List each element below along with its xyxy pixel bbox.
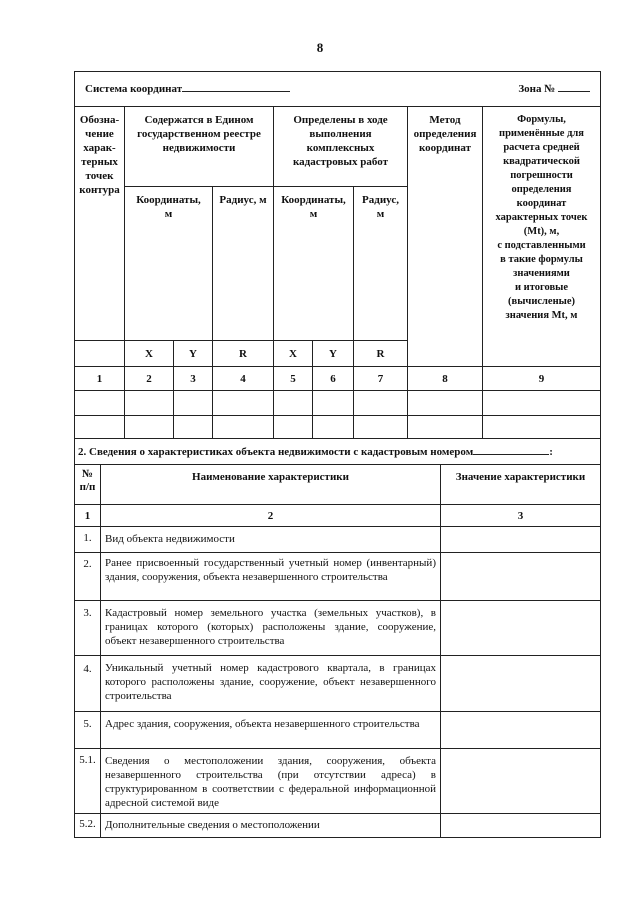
data-cell[interactable] (483, 416, 601, 439)
data-cell[interactable] (213, 391, 274, 416)
row-number: 4. (75, 656, 101, 712)
data-cell[interactable] (313, 391, 354, 416)
data-cell[interactable] (274, 391, 313, 416)
col-num-3: 3 (174, 367, 213, 391)
data-cell[interactable] (174, 416, 213, 439)
page-number: 8 (316, 40, 324, 55)
coord-data-row (75, 416, 601, 439)
row-name: Вид объекта недвижимости (101, 527, 441, 553)
data-cell[interactable] (408, 416, 483, 439)
table-row (75, 527, 601, 553)
col-num-2: 2 (125, 367, 174, 391)
sec2-col-num-3: 3 (441, 505, 601, 527)
col-name-header: Наименование характеристики (101, 465, 441, 505)
data-cell[interactable] (75, 416, 125, 439)
zone-field[interactable] (558, 91, 590, 92)
col-determined-header: Определены в ходе выполнения комплексных кадастровых работ (274, 107, 408, 187)
table-row (75, 601, 601, 656)
row-number: 1. (75, 527, 101, 553)
row-value-cell[interactable] (441, 749, 601, 814)
row-value-cell[interactable] (441, 601, 601, 656)
col-designation-header: Обозна- чение харак- терных точек контура (75, 107, 125, 341)
row-name: Уникальный учетный номер кадастрового квартала, в границах которого расположены здание, сооружение, объект незавершенного строительства (101, 656, 441, 712)
data-cell[interactable] (125, 391, 174, 416)
axis-x-label-2: X (274, 341, 313, 367)
data-cell[interactable] (274, 416, 313, 439)
axis-y-label: Y (174, 341, 213, 367)
axis-x-label: X (125, 341, 174, 367)
sub-radius-header-2: Радиус, м (354, 187, 408, 341)
section2-title-end: : (549, 445, 553, 458)
col-formulas-header: Формулы, применённые для расчета средней квадратической погрешности определения координат характерных точек (Mt), м, с подставленными в такие формулы значениями и итоговые (вычисленые) значения Mt, м (483, 107, 601, 367)
col-num-header: № п/п (75, 465, 101, 505)
table-row (75, 656, 601, 712)
coord-system-row (75, 72, 601, 107)
col-num-7: 7 (354, 367, 408, 391)
data-cell[interactable] (213, 416, 274, 439)
data-cell[interactable] (75, 391, 125, 416)
axis-r-label: R (213, 341, 274, 367)
row-number: 5.1. (75, 749, 101, 814)
row-name: Сведения о местоположении здания, сооружения, объекта незавершенного строительства (при отсутствии адреса) в структурированном в соответствии с федеральной информационной адресной системой виде (101, 749, 441, 814)
data-cell[interactable] (354, 416, 408, 439)
cadastral-number-field[interactable] (473, 454, 549, 455)
table-row (75, 712, 601, 749)
axis-y-label-2: Y (313, 341, 354, 367)
sub-radius-header: Радиус, м (213, 187, 274, 341)
sub-coords-header-2: Координаты, м (274, 187, 354, 341)
section2-title: 2. Сведения о характеристиках объекта недвижимости с кадастровым номером (78, 445, 474, 458)
sec2-col-num-2: 2 (101, 505, 441, 527)
col-num-9: 9 (483, 367, 601, 391)
row-name: Дополнительные сведения о местоположении (101, 814, 441, 838)
col-num-4: 4 (213, 367, 274, 391)
row-name: Ранее присвоенный государственный учетный номер (инвентарный) здания, сооружения, объекта незавершенного строительства (101, 553, 441, 601)
col-num-5: 5 (274, 367, 313, 391)
col-num-8: 8 (408, 367, 483, 391)
col-num-1: 1 (75, 367, 125, 391)
row-value-cell[interactable] (441, 814, 601, 838)
coord-system-field[interactable] (182, 91, 290, 92)
row-value-cell[interactable] (441, 527, 601, 553)
data-cell[interactable] (125, 416, 174, 439)
section2-title-row (75, 439, 601, 465)
zone-label: Зона № (518, 83, 556, 95)
row-number: 5.2. (75, 814, 101, 838)
data-cell[interactable] (313, 416, 354, 439)
col-num-6: 6 (313, 367, 354, 391)
axis-r-label-2: R (354, 341, 408, 367)
data-cell[interactable] (483, 391, 601, 416)
coord-data-row (75, 391, 601, 416)
row-name: Кадастровый номер земельного участка (земельных участков), в границах которого (которых) расположены здание, сооружение, объект незавершенного строительства (101, 601, 441, 656)
row-number: 3. (75, 601, 101, 656)
table-row (75, 814, 601, 838)
table-row (75, 553, 601, 601)
axis-empty-cell (75, 341, 125, 367)
characteristics-table (74, 438, 601, 838)
table-row (75, 749, 601, 814)
col-egrn-header: Содержатся в Едином государственном реестре недвижимости (125, 107, 274, 187)
row-value-cell[interactable] (441, 553, 601, 601)
data-cell[interactable] (408, 391, 483, 416)
data-cell[interactable] (174, 391, 213, 416)
sec2-col-num-1: 1 (75, 505, 101, 527)
row-value-cell[interactable] (441, 656, 601, 712)
data-cell[interactable] (354, 391, 408, 416)
row-name: Адрес здания, сооружения, объекта незавершенного строительства (101, 712, 441, 749)
row-number: 2. (75, 553, 101, 601)
col-method-header: Метод определения координат (408, 107, 483, 367)
coordinates-table (74, 71, 601, 439)
row-value-cell[interactable] (441, 712, 601, 749)
coord-system-label: Система координат (85, 83, 183, 95)
sub-coords-header: Координаты, м (125, 187, 213, 341)
col-value-header: Значение характеристики (441, 465, 601, 505)
row-number: 5. (75, 712, 101, 749)
